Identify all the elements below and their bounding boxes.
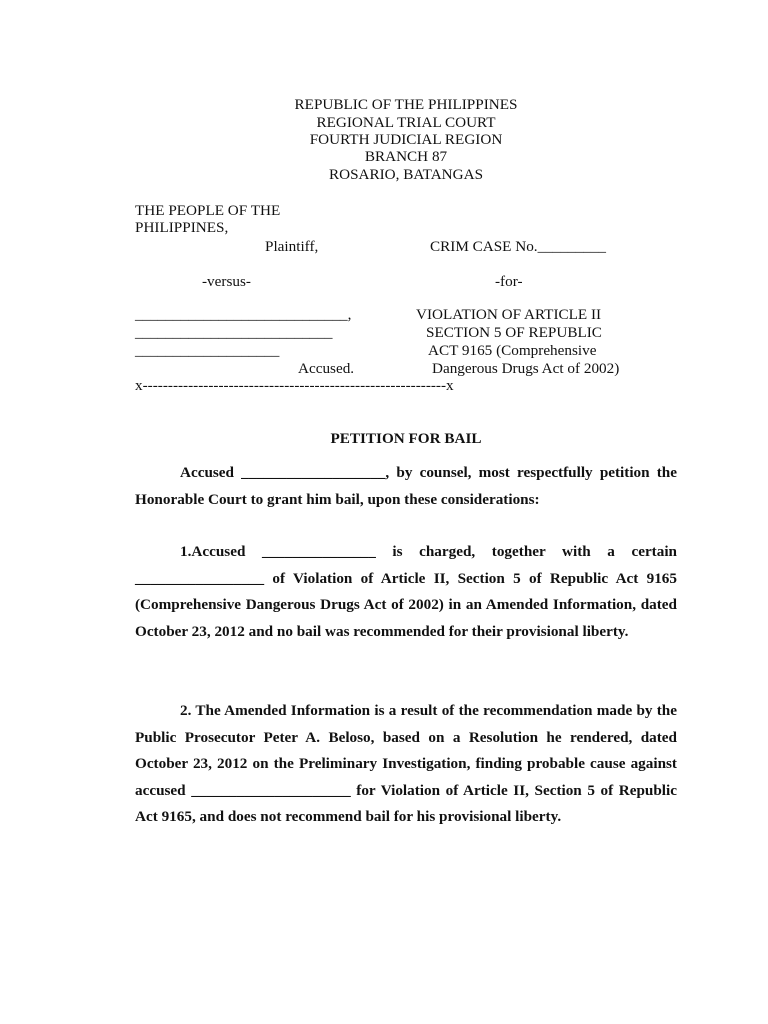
paragraph-1 xyxy=(135,539,677,645)
caption-for: -for- xyxy=(495,273,523,290)
caption-people-line1: THE PEOPLE OF THE xyxy=(135,202,281,219)
caption-charge-line1: VIOLATION OF ARTICLE II xyxy=(416,306,602,323)
court-header-location: ROSARIO, BATANGAS xyxy=(328,166,484,183)
caption-accused-blank-2: __________________________ xyxy=(135,324,333,341)
caption-separator: x------------------------------------------------------------x xyxy=(135,377,454,394)
document-title: PETITION FOR BAIL xyxy=(330,430,482,447)
caption-accused-label: Accused. xyxy=(298,360,355,377)
caption-accused-blank-3: ___________________ xyxy=(135,342,280,359)
intro-paragraph-text: Accused ___________________, by counsel, most respectfully petition the Honorable Court to grant him bail, upon these considerations: xyxy=(135,464,677,508)
caption-charge-line4: Dangerous Drugs Act of 2002) xyxy=(432,360,620,377)
caption-charge-line2: SECTION 5 OF REPUBLIC xyxy=(426,324,602,341)
court-header-region: FOURTH JUDICIAL REGION xyxy=(309,131,503,148)
caption-plaintiff: Plaintiff, xyxy=(265,238,319,255)
paragraph-2 xyxy=(135,698,677,831)
paragraph-2-text: 2. The Amended Information is a result of the recommendation made by the Public Prosecutor Peter A. Beloso, based on a Resolution he rendered, dated October 23, 2012 on the Preliminary Investigation, finding probable cause against accused _____________________ for Violation of Article II, Section 5 of Republic Act 9165, and does not recommend bail for his provisional liberty. xyxy=(135,702,677,825)
caption-people-line2: PHILIPPINES, xyxy=(135,219,229,236)
paragraph-1-text: 1.Accused _______________ is charged, together with a certain _________________ of Violation of Article II, Section 5 of Republic Act 9165 (Comprehensive Dangerous Drugs Act of 2002) in an Amended Information, dated October 23, 2012 and no bail was recommended for their provisional liberty. xyxy=(135,543,677,640)
intro-paragraph xyxy=(135,460,677,513)
caption-versus: -versus- xyxy=(202,273,251,290)
court-header-rtc: REGIONAL TRIAL COURT xyxy=(316,114,496,131)
court-header-republic: REPUBLIC OF THE PHILIPPINES xyxy=(294,96,518,113)
caption-charge-line3: ACT 9165 (Comprehensive xyxy=(428,342,597,359)
caption-accused-blank-1: ____________________________, xyxy=(135,306,352,323)
caption-case-number: CRIM CASE No._________ xyxy=(430,238,606,255)
court-header-branch: BRANCH 87 xyxy=(364,148,448,165)
